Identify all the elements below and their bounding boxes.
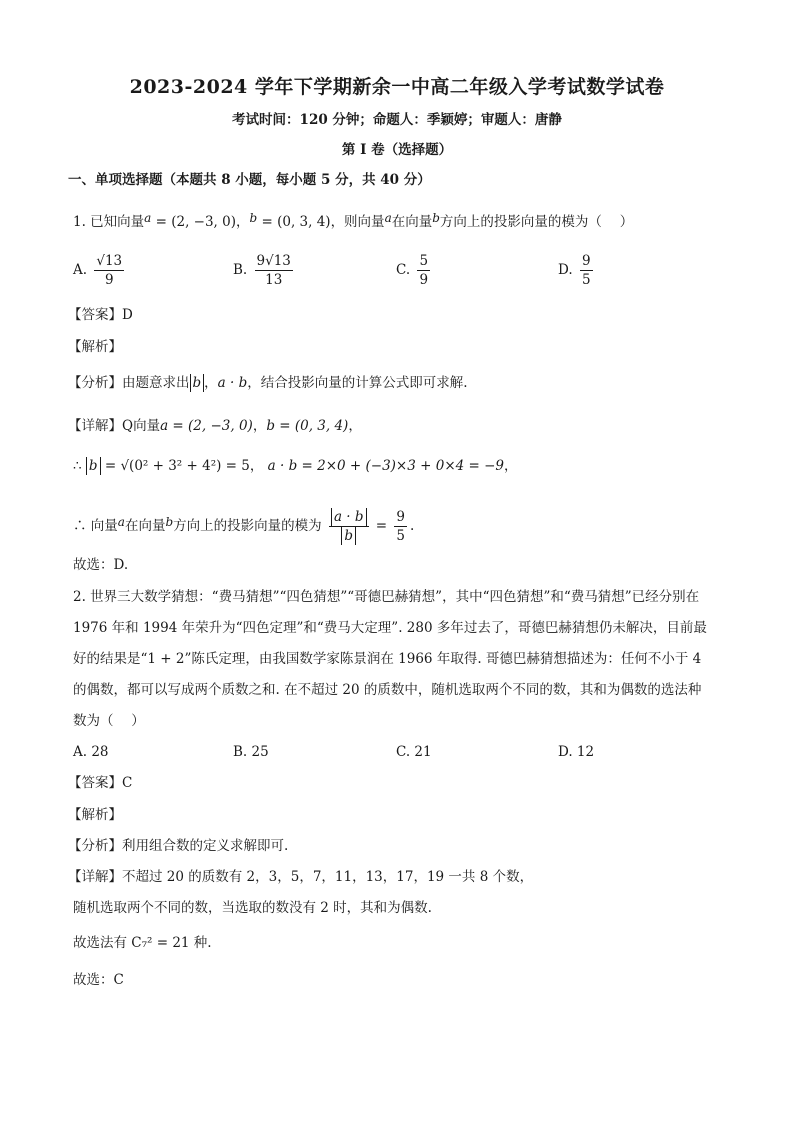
q2-analysis-tag: 【解析】	[68, 807, 122, 823]
section-heading: 一、单项选择题（本题共 8 小题，每小题 5 分，共 40 分）	[68, 172, 431, 188]
denominator: 9	[419, 272, 429, 288]
denominator: 5	[581, 272, 591, 288]
fraction	[417, 252, 430, 289]
fenxi-text: 由题意求出	[122, 375, 190, 391]
volume-heading: 第 I 卷（选择题）	[341, 142, 453, 158]
detail-b-eq: b = (0, 3, 4)	[266, 418, 349, 434]
option-label: B.	[233, 262, 248, 278]
q2-option-c: C. 21	[396, 744, 432, 760]
fraction	[580, 252, 593, 289]
equals: =	[371, 518, 392, 534]
q2-detail-2: 随机选取两个不同的数，当选取的数没有 2 时，其和为偶数.	[73, 900, 432, 916]
q1-detail-2	[73, 456, 518, 476]
q2-line-3: 好的结果是“1 + 2”陈氏定理，由我国数学家陈景润在 1966 年取得. 哥德巴赫猜想描述为：任何不小于 4	[73, 651, 702, 667]
fenxi-tag: 【分析】	[68, 838, 122, 854]
detail-tag: 【详解】	[68, 869, 122, 885]
q1-option-b	[233, 252, 296, 289]
q2-option-b: B. 25	[233, 744, 269, 760]
q1-b-value: = (0, 3, 4)	[257, 214, 331, 230]
result-fraction	[394, 508, 407, 545]
q1-stem-p1: 1. 已知向量	[73, 214, 145, 230]
exam-subtitle: 考试时间：120 分钟；命题人：季颖婷；审题人：唐静	[232, 112, 562, 128]
vector-b-ref: b	[432, 211, 440, 225]
numerator: 9	[396, 509, 406, 525]
exam-title: 2023-2024 学年下学期新余一中高二年级入学考试数学试卷	[129, 76, 665, 98]
detail-comma-2: ，	[348, 418, 362, 434]
abs-dot: a · b	[331, 508, 367, 526]
q1-option-d	[558, 252, 596, 289]
answer-tag: 【答案】	[68, 775, 122, 791]
q1-stem	[73, 212, 633, 232]
numerator: 5	[419, 253, 429, 269]
q1-option-a	[73, 252, 127, 289]
q2-detail-1	[68, 867, 533, 887]
q2-fenxi	[68, 836, 288, 856]
answer-value: D	[122, 307, 133, 323]
q2-line-2: 1976 年和 1994 年荣升为“四色定理”和“费马大定理”. 280 多年过去了，哥德巴赫猜想仍未解决，目前最	[73, 620, 707, 636]
proj-num	[329, 508, 369, 527]
q2-detail-3: 故选法有 C₇² = 21 种.	[73, 935, 212, 951]
q1-stem-p4: 方向上的投影向量的模为（ ）	[439, 214, 634, 230]
q2-answer	[68, 773, 132, 793]
q2-line-4: 的偶数，都可以写成两个质数之和. 在不超过 20 的质数中，随机选取两个不同的数，其和为偶数的选法种	[73, 682, 702, 698]
abs-b: b	[190, 374, 205, 392]
q1-stem-p3: 在向量	[391, 214, 433, 230]
option-label: C.	[396, 262, 411, 278]
sep-2: ，	[504, 458, 518, 474]
fenxi-sep: ，	[204, 375, 218, 391]
period: .	[410, 518, 415, 534]
answer-value: C	[122, 775, 133, 791]
dot-calc: a · b = 2×0 + (−3)×3 + 0×4 = −9	[267, 458, 505, 474]
q1-analysis-tag: 【解析】	[68, 339, 122, 355]
vector-b: b	[249, 211, 258, 225]
detail-3-text-b: 在向量	[124, 518, 166, 534]
fraction	[94, 252, 124, 289]
answer-tag: 【答案】	[68, 307, 122, 323]
detail-a-eq: a = (2, −3, 0)	[160, 418, 253, 434]
denominator: 13	[265, 272, 283, 288]
vector-a-ref: a	[384, 211, 392, 225]
therefore: ∴	[73, 458, 82, 474]
projection-fraction	[329, 508, 369, 545]
q1-detail-3	[73, 508, 414, 545]
q1-choose: 故选：D.	[73, 557, 129, 573]
numerator: √13	[96, 253, 123, 269]
vector-a: a	[144, 211, 152, 225]
q1-answer	[68, 305, 133, 325]
fenxi-text-end: ，结合投影向量的计算公式即可求解.	[247, 375, 468, 391]
q1-fenxi	[68, 373, 468, 393]
option-label: D.	[558, 262, 573, 278]
q2-option-a: A. 28	[73, 744, 109, 760]
numerator: 9√13	[256, 253, 291, 269]
vec-a: a	[117, 515, 125, 529]
fenxi-tag: 【分析】	[68, 375, 122, 391]
q1-stem-p2: ，则向量	[330, 214, 385, 230]
norm-b: = √(0² + 3² + 4²) = 5	[104, 458, 250, 474]
q2-line-1: 2. 世界三大数学猜想：“费马猜想”“四色猜想”“哥德巴赫猜想”，其中“四色猜想”和“费马猜想”已经分别在	[73, 589, 700, 605]
detail-3-text-c: 方向上的投影向量的模为	[173, 518, 322, 534]
fenxi-text: 利用组合数的定义求解即可.	[122, 838, 289, 854]
dot-product: a · b	[217, 375, 248, 391]
denominator: 5	[396, 528, 406, 544]
proj-den	[329, 527, 369, 545]
denominator: 9	[104, 272, 114, 288]
detail-text: Q向量	[122, 418, 161, 434]
detail-tag: 【详解】	[68, 418, 122, 434]
fraction	[255, 252, 293, 289]
abs-b-3: b	[341, 527, 356, 545]
q2-line-5: 数为（ ）	[73, 713, 145, 729]
abs-b-2: b	[86, 457, 101, 475]
q1-option-c	[396, 252, 433, 289]
q2-option-d: D. 12	[558, 744, 595, 760]
vec-b: b	[165, 515, 174, 529]
q2-choose: 故选：C	[73, 972, 124, 988]
q1-sep: ，	[236, 214, 250, 230]
detail-comma: ，	[252, 418, 267, 434]
numerator: 9	[581, 253, 591, 269]
sep: ，	[249, 458, 264, 474]
q1-detail-1	[68, 416, 362, 436]
option-label: A.	[73, 262, 88, 278]
detail-3-text: ∴ 向量	[73, 518, 118, 534]
detail-text: 不超过 20 的质数有 2，3，5，7，11，13，17，19 一共 8 个数，	[122, 869, 534, 885]
q1-a-value: = (2, −3, 0)	[151, 214, 236, 230]
